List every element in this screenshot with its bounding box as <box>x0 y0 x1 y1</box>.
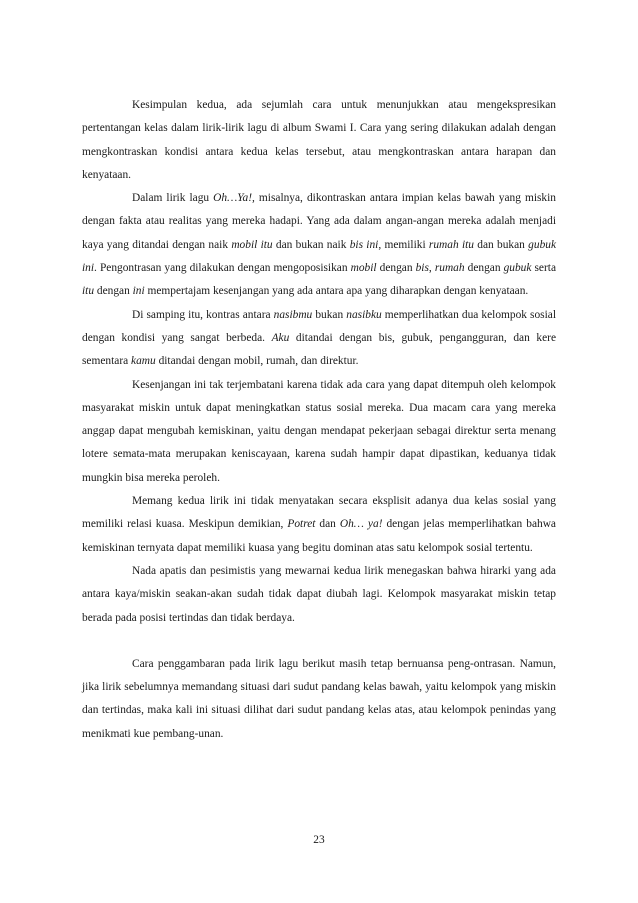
body-text <box>82 94 556 746</box>
paragraph: Kesimpulan kedua, ada sejumlah cara untuk menunjukkan atau mengekspresikan pertentangan kelas dalam lirik-lirik lagu di album Swami I. Cara yang sering dilakukan adalah dengan mengkontraskan kondisi antara kedua kelas tersebut, atau mengkontraskan antara harapan dan kenyataan. <box>82 99 556 181</box>
paragraph: Dalam lirik lagu Oh…Ya!, misalnya, dikontraskan antara impian kelas bawah yang miskin dengan fakta atau realitas yang mereka hadapi. Yang ada dalam angan-angan mereka adalah menjadi kaya yang ditandai dengan naik mobil itu dan bukan naik bis ini, memiliki rumah itu dan bukan gubuk ini. Pengontrasan yang dilakukan dengan mengoposisikan mobil dengan bis, rumah dengan gubuk serta itu dengan ini mempertajam kesenjangan yang ada antara apa yang diharapkan dengan kenyataan. <box>82 192 557 298</box>
page-number: 23 <box>313 834 325 846</box>
paragraph: Cara penggambaran pada lirik lagu berikut masih tetap bernuansa peng-ontrasan. Namun, jika lirik sebelumnya memandang situasi dari sudut pandang kelas bawah, yaitu kelompok yang miskin dan tertindas, maka kali ini situasi dilihat dari sudut pandang kelas atas, atau kelompok penindas yang menikmati kue pembang-unan. <box>82 657 556 740</box>
paragraph: Di samping itu, kontras antara nasibmu bukan nasibku memperlihatkan dua kelompok sosial dengan kondisi yang sangat berbeda. Aku ditandai dengan bis, gubuk, pengangguran, dan kere sementara kamu ditandai dengan mobil, rumah, dan direktur. <box>82 308 556 368</box>
paragraph: Nada apatis dan pesimistis yang mewarnai kedua lirik menegaskan bahwa hirarki yang ada antara kaya/miskin seakan-akan sudah tidak dapat diubah lagi. Kelompok masyarakat miskin tetap berada pada posisi tertindas dan tidak berdaya. <box>82 564 556 624</box>
paragraph: Memang kedua lirik ini tidak menyatakan secara eksplisit adanya dua kelas sosial yang memiliki relasi kuasa. Meskipun demikian, Potret dan Oh… ya! dengan jelas memperlihatkan bahwa kemiskinan ternyata dapat memiliki kuasa yang begitu dominan atas satu kelompok sosial tertentu. <box>82 495 556 554</box>
paragraph: Kesenjangan ini tak terjembatani karena tidak ada cara yang dapat ditempuh oleh kelompok masyarakat miskin untuk dapat meningkatkan status sosial mereka. Dua macam cara yang mereka anggap dapat mengubah kemiskinan, yaitu dengan mendapat pekerjaan sebagai direktur serta menang lotere semata-mata merupakan keniscayaan, karena sudah hampir dapat dipastikan, keduanya tidak mungkin bisa mereka peroleh. <box>82 378 556 484</box>
